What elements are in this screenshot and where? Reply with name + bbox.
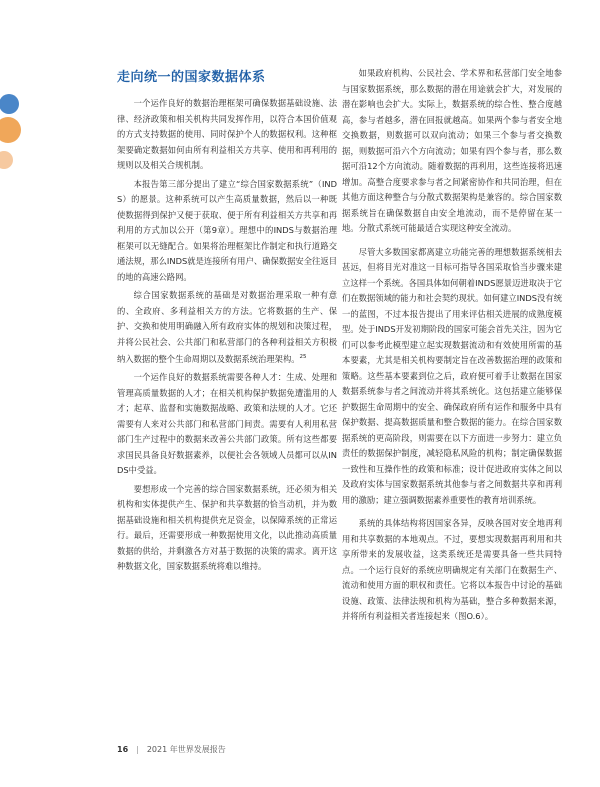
orange-circle-icon	[0, 117, 21, 143]
paragraph	[117, 288, 337, 367]
page-number: 16	[117, 745, 129, 754]
section-heading: 走向统一的国家数据体系	[117, 70, 266, 85]
footer-separator: |	[136, 745, 139, 754]
paragraph: 一个运作良好的数据系统需要各种人才：生成、处理和管理高质量数据的人才；在相关机构保护数据免遭滥用的人才；起草、监督和实施数据战略、政策和法规的人才。它还需要有人来对公共部门和私营部门间责。需要有人利用私营部门生产过程中的数据来改善公共部门政策。所有这些都要求国民具备良好数据素养，以便社会各领域人员都可以从INDS中受益。	[117, 372, 337, 476]
paragraph: 系统的具体结构将因国家各异，反映各国对安全地再利用和共享数据的本地观点。不过，要想实现数据再利用和共享所带来的发展收益，这类系统还是需要具备一些共同特点。一个运行良好的系统应明确规定有关部门在数据生产、流动和使用方面的职权和责任。它将以本报告中讨论的基础设施、政策、法律法规和机构为基础，整合多种数据来源，并将所有利益相关者连接起来（图O.6）。	[342, 518, 562, 621]
paragraph-text: 综合国家数据系统的基础是对数据治理采取一种有意的、全政府、多利益相关方的方法。它将数据的生产、保护、交换和使用明确融入所有政府实体的规划和决策过程，并将公民社会、公共部门和私营部门的各种利益相关方积极纳入数据的整个生命周期以及数据系统治理架构。	[117, 290, 337, 364]
blue-circle-icon	[0, 94, 19, 114]
paragraph: 一个运作良好的数据治理框架可确保数据基础设施、法律、经济政策和相关机构共同发挥作用，以符合本国价值观的方式支持数据的使用、同时保护个人的数据权利。这种框架要确定数据如何由所有利益相关方共享、使用和再利用的规则以及相关合规机制。	[117, 98, 337, 170]
decorative-circles-icon	[0, 90, 26, 210]
paragraph: 尽管大多数国家都离建立功能完善的理想数据系统相去甚远，但将目光对准这一目标可指导各国采取恰当步骤来建立这样一个系统。各国具体如何朝着INDS愿景迈进取决于它们在数据领域的能力和社会契约现状。如何建立INDS没有统一的蓝图，不过本报告提出了用来评估相关进展的成熟度模型。处于INDS开发初期阶段的国家可能会首先关注，因为它们可以参考此模型建立起实现数据流动和有效使用所需的基本要素，尤其是相关机构要制定旨在改善数据治理的政策和策略。这些基本要素到位之后，政府便可着手让数据在国家数据系统参与者之间流动并将其系统化。这包括建立能够保护数据生命周期中的安全、确保政府所有运作和服务中具有保护数据、提高数据质量和整合数据的能力。在综合国家数据系统的更高阶段，则需要在以下方面进一步努力：建立负责任的数据保护制度，减轻隐私风险的机构；制定确保数据一致性和互操作性的政策和标准；设计促进政府实体之间以及政府实体与国家数据系统其他参与者之间数据共享和再利用的激励；建立强调数据素养重要性的教育培训系统。	[342, 246, 562, 505]
peach-circle-icon	[0, 151, 13, 169]
report-title: 2021 年世界发展报告	[146, 745, 226, 754]
paragraph: 本报告第三部分提出了建立“综合国家数据系统”（INDS）的愿景。这种系统可以产生高质量数据，然后以一种既使数据得到保护又便于获取、便于所有利益相关方共享和再利用的方式加以公开（第9章）。理想中的INDS与数据治理框架可以无缝配合。如果将治理框架比作制定和执行道路交通法规，那么INDS就是连接所有用户、确保数据安全往返目的地的高速公路网。	[117, 178, 337, 282]
footnote-marker: 25	[299, 354, 307, 360]
page-footer	[117, 744, 226, 755]
paragraph: 如果政府机构、公民社会、学术界和私营部门安全地参与国家数据系统，那么数据的潜在用途就会扩大，对发展的潜在影响也会扩大。实际上，数据系统的综合性、整合度越高，参与者越多，潜在回报就越高。如果两个参与者安全地交换数据，则数据可以双向流动；如果三个参与者交换数据，则数据可沿六个方向流动；如果有四个参与者，那么数据可沿12个方向流动。随着数据的再利用，这些连接将迅速增加。高整合度要求参与者之间紧密协作和共同治理，但在其他方面这种整合与分散式数据架构是兼容的。综合国家数据系统旨在确保数据自由安全地流动，而不是停留在某一地。分散式系统可能最适合实现这种安全流动。	[342, 68, 562, 233]
paragraph: 要想形成一个完善的综合国家数据系统，还必须为相关机构和实体提供产生、保护和共享数据的恰当动机，并为数据基础设施和相关机构提供充足资金，以保障系统的正常运行。最后，还需要形成一种数据使用文化，以此推动高质量数据的供给，并剩激各方对基于数据的决策的需求。离开这种数据文化，国家数据系统将难以维持。	[117, 483, 337, 572]
